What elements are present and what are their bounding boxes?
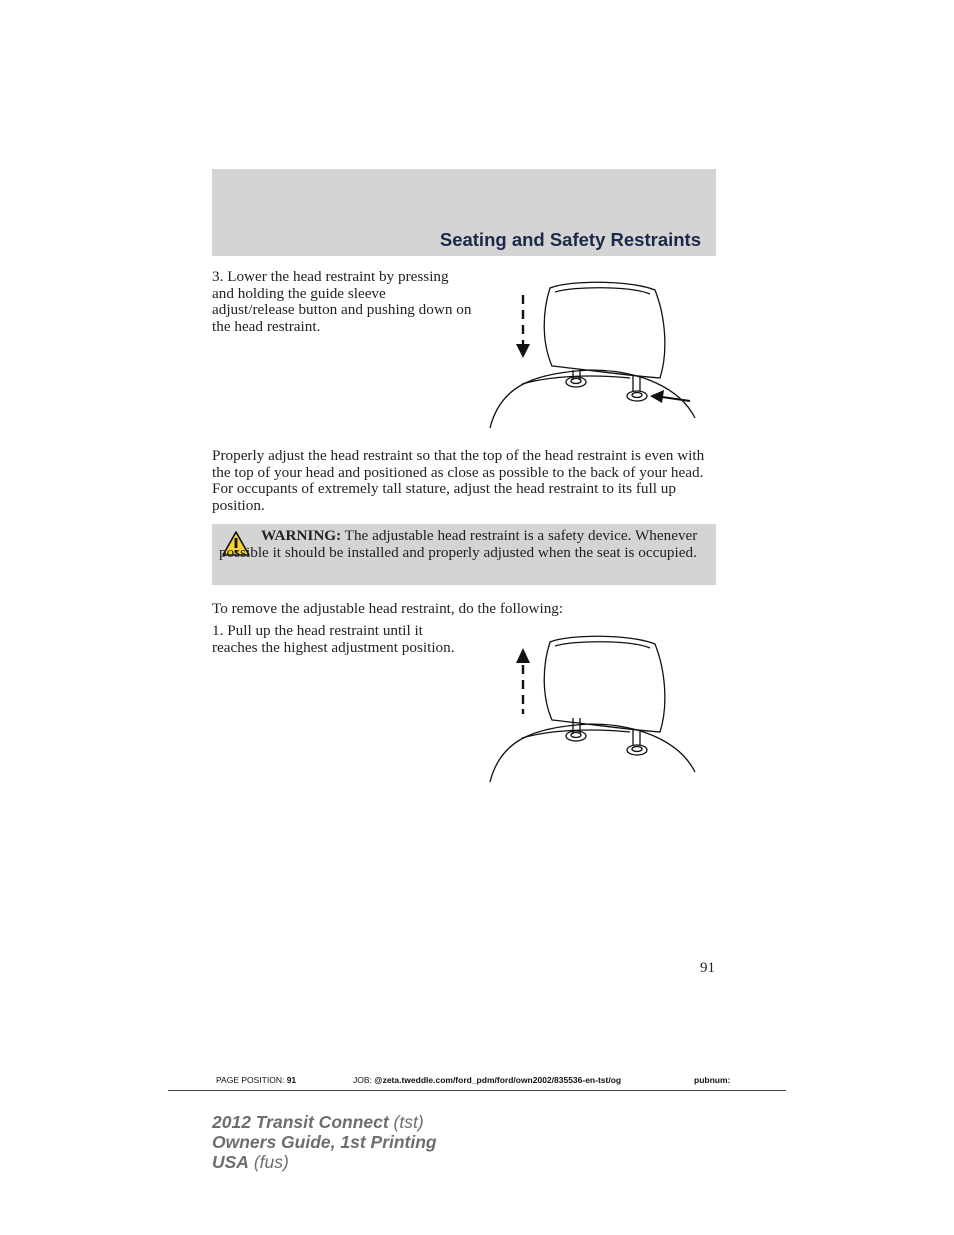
page-position-value: 91 [286, 1075, 297, 1085]
page-position [216, 1075, 296, 1085]
step-3-text: 3. Lower the head restraint by pressing and holding the guide sleeve adjust/release button and pushing down on the head restraint. [212, 268, 472, 335]
head-restraint-lower-illustration [480, 278, 700, 430]
footer-market: USA [212, 1152, 249, 1172]
footer-model: 2012 Transit Connect [212, 1112, 389, 1132]
warning-text [219, 528, 709, 561]
job-label: JOB: [353, 1075, 372, 1085]
footer-market-code: (fus) [248, 1152, 289, 1172]
warning-box [212, 524, 716, 585]
head-restraint-raise-illustration [480, 632, 700, 784]
document-footer [212, 1112, 437, 1172]
page-number: 91 [700, 960, 715, 976]
footer-guide: Owners Guide, 1st Printing [212, 1132, 437, 1152]
warning-label: WARNING: [261, 527, 342, 544]
footer-model-code: (tst) [388, 1112, 424, 1132]
warning-body: The adjustable head restraint is a safety device. Whenever possible it should be installed and properly adjusted when the seat is occupied. [219, 527, 698, 561]
section-title: Seating and Safety Restraints [439, 229, 701, 250]
step-1-text: 1. Pull up the head restraint until it reaches the highest adjustment position. [212, 622, 455, 656]
pubnum [694, 1075, 730, 1085]
meta-divider [168, 1090, 786, 1091]
section-header-band [212, 169, 716, 256]
page-position-label: PAGE POSITION: [216, 1075, 285, 1085]
footer-line-3 [212, 1152, 437, 1172]
adjust-instructions-text: Properly adjust the head restraint so that the top of the head restraint is even with the top of your head and positioned as close as possible to the back of your head. For occupants of extremely tall stature, adjust the head restraint to its full up position. [212, 447, 705, 514]
job-value: @zeta.tweddle.com/ford_pdm/ford/own2002/835536-en-tst/og [374, 1075, 622, 1085]
pubnum-label: pubnum: [694, 1075, 731, 1085]
footer-line-2 [212, 1132, 437, 1152]
remove-intro-text: To remove the adjustable head restraint, do the following: [212, 600, 564, 617]
job-info [353, 1075, 621, 1085]
footer-line-1 [212, 1112, 437, 1132]
